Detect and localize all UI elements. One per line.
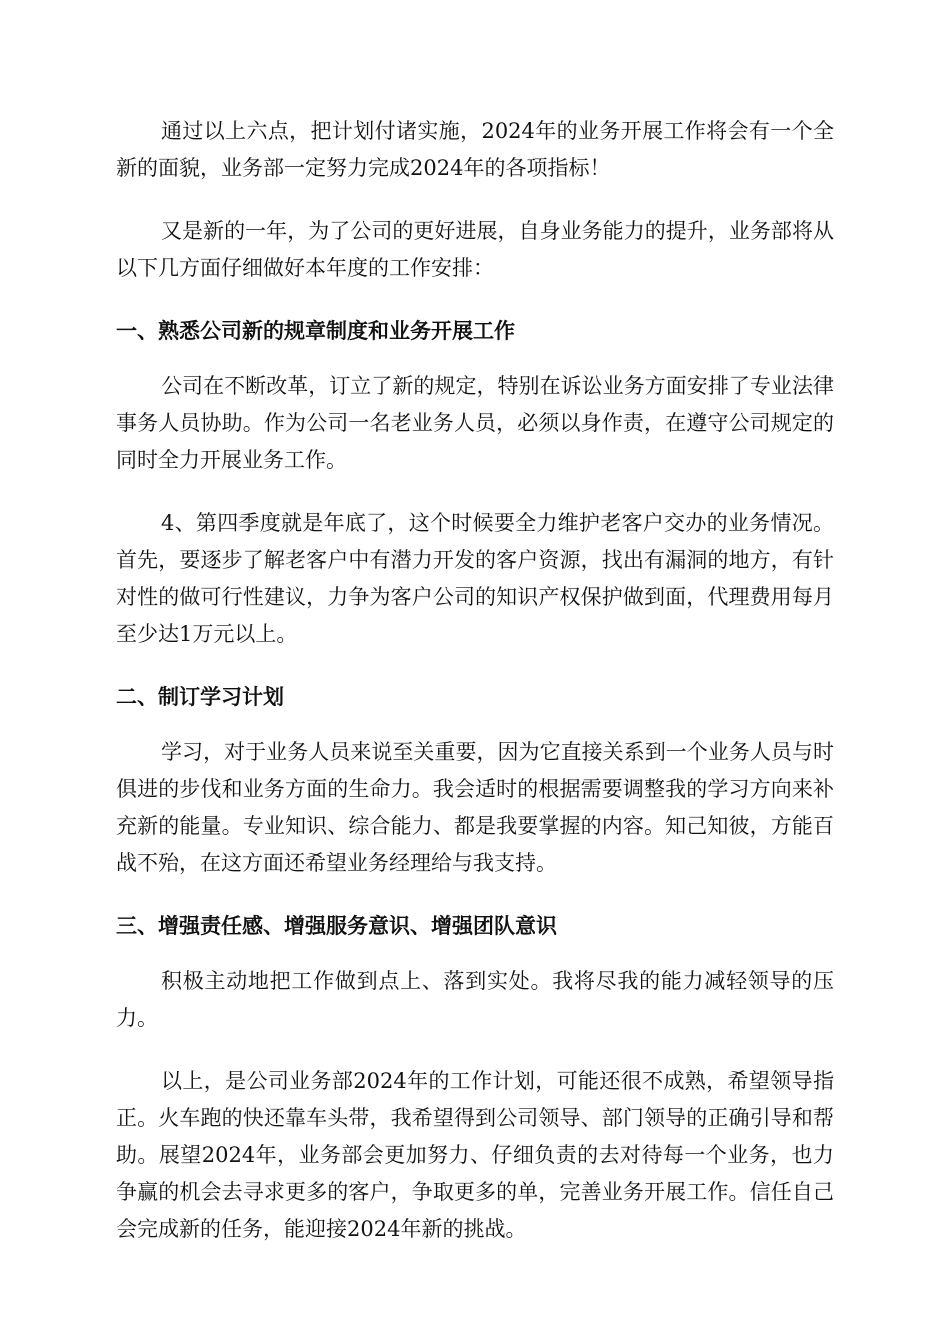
- section-heading-2: 二、制订学习计划: [116, 685, 284, 709]
- paragraph-intro: 又是新的一年，为了公司的更好进展，自身业务能力的提升，业务部将从以下几方面仔细做好本年度的工作安排：: [116, 219, 834, 280]
- section-heading-3: 三、增强责任感、增强服务意识、增强团队意识: [116, 914, 557, 938]
- document-page: [116, 113, 834, 1248]
- paragraph-conclusion: 以上，是公司业务部2024年的工作计划，可能还很不成熟，希望领导指正。火车跑的快还靠车头带，我希望得到公司领导、部门领导的正确引导和帮助。展望2024年，业务部会更加努力、仔细负责的去对待每一个业务，也力争赢的机会去寻求更多的客户，争取更多的单，完善业务开展工作。信任自己会完成新的任务，能迎接2024年新的挑战。: [116, 1069, 834, 1241]
- paragraph-summary: 通过以上六点，把计划付诸实施，2024年的业务开展工作将会有一个全新的面貌，业务部一定努力完成2024年的各项指标！: [116, 119, 834, 180]
- section-heading-1: 一、熟悉公司新的规章制度和业务开展工作: [116, 319, 515, 343]
- paragraph-initiative: 积极主动地把工作做到点上、落到实处。我将尽我的能力减轻领导的压力。: [116, 969, 834, 1030]
- paragraph-q4: 4、第四季度就是年底了，这个时候要全力维护老客户交办的业务情况。首先，要逐步了解老客户中有潜力开发的客户资源，找出有漏洞的地方，有针对性的做可行性建议，力争为客户公司的知识产权保护做到面，代理费用每月至少达1万元以上。: [116, 511, 834, 646]
- paragraph-study: 学习，对于业务人员来说至关重要，因为它直接关系到一个业务人员与时俱进的步伐和业务方面的生命力。我会适时的根据需要调整我的学习方向来补充新的能量。专业知识、综合能力、都是我要掌握的内容。知己知彼，方能百战不殆，在这方面还希望业务经理给与我支持。: [116, 740, 834, 875]
- paragraph-rules: 公司在不断改革，订立了新的规定，特别在诉讼业务方面安排了专业法律事务人员协助。作为公司一名老业务人员，必须以身作责，在遵守公司规定的同时全力开展业务工作。: [116, 374, 834, 472]
